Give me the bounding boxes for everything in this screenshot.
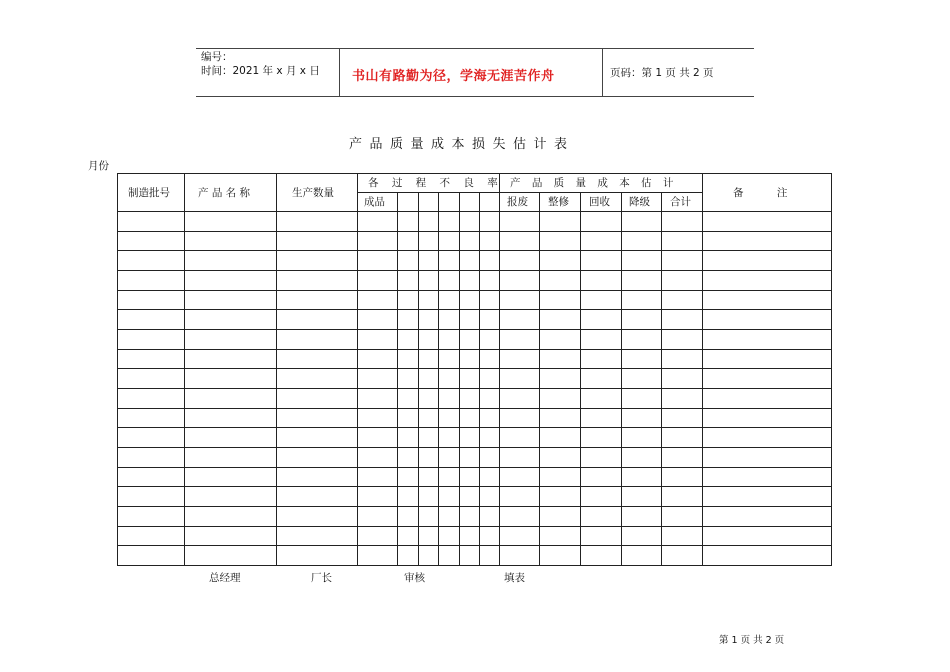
header-downgrade: 降级 (629, 196, 650, 208)
table-row-rule (118, 211, 831, 212)
header-divider-right (602, 48, 603, 96)
sub-col-divider (459, 192, 460, 565)
page-info: 页码：第 1 页 共 2 页 (610, 67, 714, 79)
table-row-rule (118, 349, 831, 350)
quality-cost-table (117, 173, 832, 566)
sign-general-manager: 总经理 (209, 572, 241, 584)
table-row-rule (118, 270, 831, 271)
header-total: 合计 (670, 196, 691, 208)
table-row-rule (118, 309, 831, 310)
header-defect-rate-group: 各 过 程 不 良 率 (368, 177, 503, 189)
header-finished: 成品 (364, 196, 385, 208)
sub-col-divider (418, 192, 419, 565)
page-number: 第 1 页 共 2 页 (719, 635, 785, 646)
table-row-rule (118, 388, 831, 389)
table-row-rule (118, 408, 831, 409)
month-label: 月份 (88, 160, 109, 172)
header-scrap: 报废 (507, 196, 528, 208)
header-recovery: 回收 (589, 196, 610, 208)
sub-col-divider (539, 192, 540, 565)
table-row-rule (118, 368, 831, 369)
table-row-rule (118, 545, 831, 546)
header-product-name: 产 品 名 称 (198, 187, 251, 199)
header-cost-group: 产 品 质 量 成 本 估 计 (510, 177, 678, 189)
header-divider-left (339, 48, 340, 96)
sign-filled-by: 填表 (504, 572, 525, 584)
header-top-rule (196, 48, 754, 49)
table-row-rule (118, 486, 831, 487)
header-rework: 整修 (548, 196, 569, 208)
table-row-rule (118, 526, 831, 527)
header-batch-number: 制造批号 (128, 187, 170, 199)
header-production-quantity: 生产数量 (292, 187, 334, 199)
header-remarks: 备 注 (733, 187, 788, 199)
sub-col-divider (438, 192, 439, 565)
sub-col-divider (479, 192, 480, 565)
table-row-rule (118, 290, 831, 291)
table-row-rule (118, 329, 831, 330)
table-row-rule (118, 467, 831, 468)
serial-number-label: 编号： (201, 51, 233, 63)
table-row-rule (118, 250, 831, 251)
page-title: 产品质量成本损失估计表 (349, 137, 575, 152)
sub-col-divider (397, 192, 398, 565)
date-label: 时间：2021 年 x 月 x 日 (201, 65, 320, 77)
table-row-rule (118, 231, 831, 232)
sign-factory-director: 厂长 (311, 572, 332, 584)
sign-reviewer: 审核 (404, 572, 425, 584)
sub-col-divider (661, 192, 662, 565)
sub-col-divider (621, 192, 622, 565)
table-row-rule (118, 506, 831, 507)
group-header-rule (357, 192, 702, 193)
table-row-rule (118, 447, 831, 448)
motto-text: 书山有路勤为径，学海无涯苦作舟 (352, 69, 555, 84)
sub-col-divider (580, 192, 581, 565)
table-row-rule (118, 427, 831, 428)
header-bottom-rule (196, 96, 754, 97)
